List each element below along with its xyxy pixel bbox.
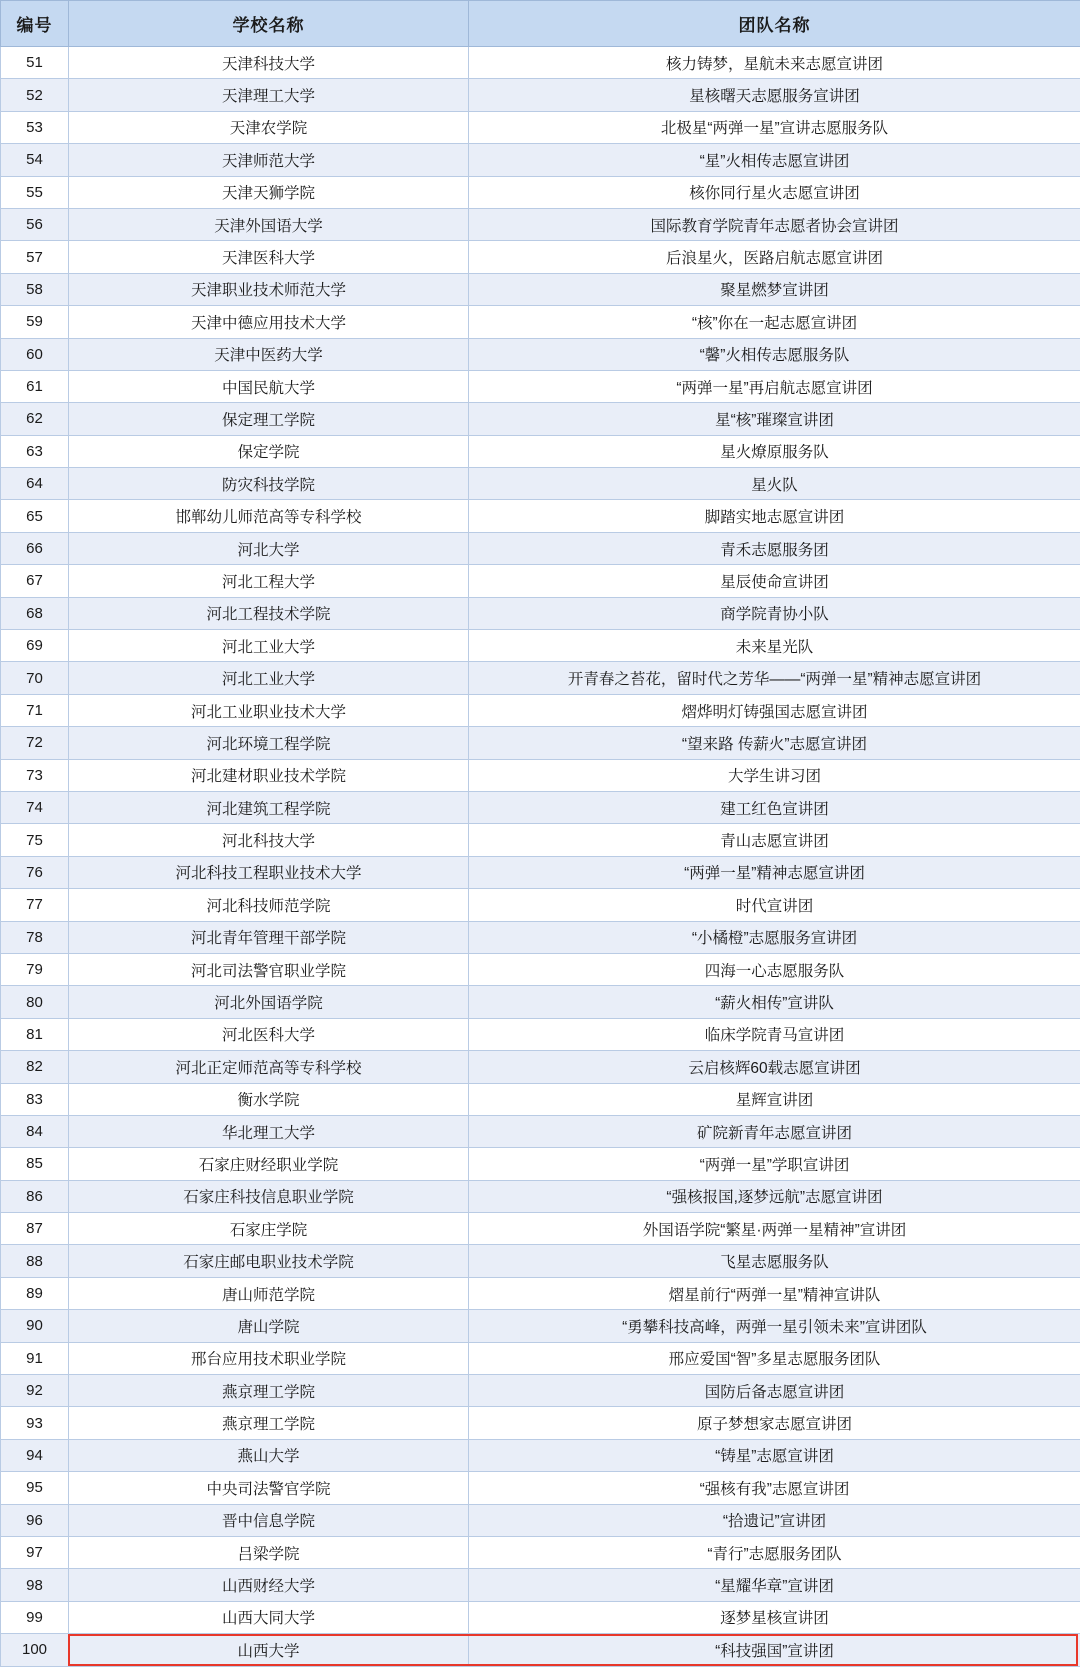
cell-id: 82 bbox=[1, 1051, 69, 1083]
cell-id: 92 bbox=[1, 1375, 69, 1407]
cell-school: 天津理工大学 bbox=[69, 79, 469, 111]
cell-school: 衡水学院 bbox=[69, 1083, 469, 1115]
table-row bbox=[1, 273, 1080, 305]
cell-id: 79 bbox=[1, 953, 69, 985]
cell-school: 河北环境工程学院 bbox=[69, 727, 469, 759]
cell-school: 燕京理工学院 bbox=[69, 1407, 469, 1439]
header-team: 团队名称 bbox=[469, 1, 1080, 47]
cell-id: 91 bbox=[1, 1342, 69, 1374]
table-row bbox=[1, 1115, 1080, 1147]
cell-team: “两弹一星”再启航志愿宣讲团 bbox=[469, 370, 1080, 402]
table-row bbox=[1, 759, 1080, 791]
table-row bbox=[1, 727, 1080, 759]
cell-id: 54 bbox=[1, 144, 69, 176]
cell-school: 华北理工大学 bbox=[69, 1115, 469, 1147]
cell-id: 95 bbox=[1, 1472, 69, 1504]
cell-team: 飞星志愿服务队 bbox=[469, 1245, 1080, 1277]
table-row bbox=[1, 176, 1080, 208]
cell-team: “铸星”志愿宣讲团 bbox=[469, 1439, 1080, 1471]
table-row bbox=[1, 47, 1080, 79]
cell-team: “两弹一星”学职宣讲团 bbox=[469, 1148, 1080, 1180]
table-row bbox=[1, 1310, 1080, 1342]
cell-team: 星“核”璀璨宣讲团 bbox=[469, 403, 1080, 435]
cell-school: 山西财经大学 bbox=[69, 1569, 469, 1601]
cell-id: 78 bbox=[1, 921, 69, 953]
cell-school: 河北科技大学 bbox=[69, 824, 469, 856]
cell-team: 四海一心志愿服务队 bbox=[469, 953, 1080, 985]
table-row bbox=[1, 1569, 1080, 1601]
cell-id: 84 bbox=[1, 1115, 69, 1147]
cell-team: “小橘橙”志愿服务宣讲团 bbox=[469, 921, 1080, 953]
table-row bbox=[1, 791, 1080, 823]
cell-team: “星耀华章”宣讲团 bbox=[469, 1569, 1080, 1601]
cell-id: 74 bbox=[1, 791, 69, 823]
cell-id: 87 bbox=[1, 1213, 69, 1245]
cell-school: 河北科技工程职业技术大学 bbox=[69, 856, 469, 888]
cell-school: 中央司法警官学院 bbox=[69, 1472, 469, 1504]
cell-school: 河北工业职业技术大学 bbox=[69, 694, 469, 726]
header-id: 编号 bbox=[1, 1, 69, 47]
cell-school: 河北医科大学 bbox=[69, 1018, 469, 1050]
cell-team: 核你同行星火志愿宣讲团 bbox=[469, 176, 1080, 208]
cell-id: 63 bbox=[1, 435, 69, 467]
cell-id: 55 bbox=[1, 176, 69, 208]
cell-school: 燕京理工学院 bbox=[69, 1375, 469, 1407]
table-row bbox=[1, 856, 1080, 888]
cell-team: 星火燎原服务队 bbox=[469, 435, 1080, 467]
cell-id: 96 bbox=[1, 1504, 69, 1536]
cell-school: 保定学院 bbox=[69, 435, 469, 467]
table-row bbox=[1, 306, 1080, 338]
cell-team: 青山志愿宣讲团 bbox=[469, 824, 1080, 856]
cell-team: 核力铸梦，星航未来志愿宣讲团 bbox=[469, 47, 1080, 79]
cell-team: “薪火相传”宣讲队 bbox=[469, 986, 1080, 1018]
table-row bbox=[1, 1407, 1080, 1439]
cell-id: 86 bbox=[1, 1180, 69, 1212]
cell-school: 邯郸幼儿师范高等专科学校 bbox=[69, 500, 469, 532]
cell-team: 后浪星火，医路启航志愿宣讲团 bbox=[469, 241, 1080, 273]
table-row bbox=[1, 338, 1080, 370]
cell-school: 天津医科大学 bbox=[69, 241, 469, 273]
table-row bbox=[1, 111, 1080, 143]
cell-team: 星核曙天志愿服务宣讲团 bbox=[469, 79, 1080, 111]
cell-team: 熠星前行“两弹一星”精神宣讲队 bbox=[469, 1277, 1080, 1309]
cell-team: “科技强国”宣讲团 bbox=[469, 1634, 1080, 1666]
table-row bbox=[1, 370, 1080, 402]
cell-school: 天津师范大学 bbox=[69, 144, 469, 176]
cell-team: 时代宣讲团 bbox=[469, 889, 1080, 921]
cell-team: “拾遗记”宣讲团 bbox=[469, 1504, 1080, 1536]
table-row bbox=[1, 1213, 1080, 1245]
cell-id: 94 bbox=[1, 1439, 69, 1471]
cell-team: 建工红色宣讲团 bbox=[469, 791, 1080, 823]
table-row bbox=[1, 79, 1080, 111]
cell-school: 河北工业大学 bbox=[69, 662, 469, 694]
cell-school: 唐山师范学院 bbox=[69, 1277, 469, 1309]
table-row bbox=[1, 824, 1080, 856]
cell-school: 邢台应用技术职业学院 bbox=[69, 1342, 469, 1374]
cell-team: “青行”志愿服务团队 bbox=[469, 1536, 1080, 1568]
cell-id: 52 bbox=[1, 79, 69, 111]
cell-team: 星辰使命宣讲团 bbox=[469, 565, 1080, 597]
cell-school: 石家庄财经职业学院 bbox=[69, 1148, 469, 1180]
cell-id: 59 bbox=[1, 306, 69, 338]
table-row bbox=[1, 435, 1080, 467]
cell-school: 石家庄学院 bbox=[69, 1213, 469, 1245]
cell-team: 外国语学院“繁星·两弹一星精神”宣讲团 bbox=[469, 1213, 1080, 1245]
table-row bbox=[1, 208, 1080, 240]
table-row bbox=[1, 889, 1080, 921]
table-row bbox=[1, 1051, 1080, 1083]
table-row bbox=[1, 532, 1080, 564]
cell-team: 邢应爱国“智”多星志愿服务团队 bbox=[469, 1342, 1080, 1374]
table-row bbox=[1, 468, 1080, 500]
cell-team: “馨”火相传志愿服务队 bbox=[469, 338, 1080, 370]
cell-id: 70 bbox=[1, 662, 69, 694]
cell-team: 国际教育学院青年志愿者协会宣讲团 bbox=[469, 208, 1080, 240]
cell-id: 80 bbox=[1, 986, 69, 1018]
cell-school: 河北大学 bbox=[69, 532, 469, 564]
cell-id: 58 bbox=[1, 273, 69, 305]
cell-school: 石家庄邮电职业技术学院 bbox=[69, 1245, 469, 1277]
table-row bbox=[1, 1148, 1080, 1180]
table-row bbox=[1, 1245, 1080, 1277]
cell-id: 83 bbox=[1, 1083, 69, 1115]
cell-school: 河北司法警官职业学院 bbox=[69, 953, 469, 985]
cell-team: “星”火相传志愿宣讲团 bbox=[469, 144, 1080, 176]
cell-school: 天津外国语大学 bbox=[69, 208, 469, 240]
cell-id: 88 bbox=[1, 1245, 69, 1277]
cell-team: 熠烨明灯铸强国志愿宣讲团 bbox=[469, 694, 1080, 726]
cell-school: 河北工程技术学院 bbox=[69, 597, 469, 629]
table-row bbox=[1, 241, 1080, 273]
table-header bbox=[1, 1, 1080, 47]
table-row bbox=[1, 1375, 1080, 1407]
header-school: 学校名称 bbox=[69, 1, 469, 47]
cell-school: 河北建材职业技术学院 bbox=[69, 759, 469, 791]
cell-school: 天津中医药大学 bbox=[69, 338, 469, 370]
cell-id: 99 bbox=[1, 1601, 69, 1633]
cell-id: 61 bbox=[1, 370, 69, 402]
table-row bbox=[1, 144, 1080, 176]
table-row bbox=[1, 500, 1080, 532]
cell-team: 北极星“两弹一星”宣讲志愿服务队 bbox=[469, 111, 1080, 143]
cell-school: 天津农学院 bbox=[69, 111, 469, 143]
cell-school: 河北工业大学 bbox=[69, 630, 469, 662]
cell-school: 河北青年管理干部学院 bbox=[69, 921, 469, 953]
cell-team: 星火队 bbox=[469, 468, 1080, 500]
cell-school: 保定理工学院 bbox=[69, 403, 469, 435]
cell-id: 93 bbox=[1, 1407, 69, 1439]
cell-id: 89 bbox=[1, 1277, 69, 1309]
cell-id: 76 bbox=[1, 856, 69, 888]
cell-school: 晋中信息学院 bbox=[69, 1504, 469, 1536]
table-body bbox=[1, 47, 1080, 1667]
cell-school: 唐山学院 bbox=[69, 1310, 469, 1342]
cell-id: 69 bbox=[1, 630, 69, 662]
cell-team: 未来星光队 bbox=[469, 630, 1080, 662]
cell-id: 73 bbox=[1, 759, 69, 791]
cell-id: 85 bbox=[1, 1148, 69, 1180]
cell-school: 天津天狮学院 bbox=[69, 176, 469, 208]
table-row bbox=[1, 1504, 1080, 1536]
cell-id: 65 bbox=[1, 500, 69, 532]
table-row-highlighted bbox=[1, 1634, 1080, 1666]
cell-id: 90 bbox=[1, 1310, 69, 1342]
cell-team: 国防后备志愿宣讲团 bbox=[469, 1375, 1080, 1407]
cell-team: 脚踏实地志愿宣讲团 bbox=[469, 500, 1080, 532]
cell-team: “强核有我”志愿宣讲团 bbox=[469, 1472, 1080, 1504]
table-row bbox=[1, 1277, 1080, 1309]
cell-id: 68 bbox=[1, 597, 69, 629]
cell-team: “两弹一星”精神志愿宣讲团 bbox=[469, 856, 1080, 888]
cell-id: 64 bbox=[1, 468, 69, 500]
cell-school: 吕梁学院 bbox=[69, 1536, 469, 1568]
header-row bbox=[1, 1, 1080, 47]
cell-school: 防灾科技学院 bbox=[69, 468, 469, 500]
cell-team: 大学生讲习团 bbox=[469, 759, 1080, 791]
table-row bbox=[1, 565, 1080, 597]
cell-id: 56 bbox=[1, 208, 69, 240]
cell-id: 60 bbox=[1, 338, 69, 370]
table-row bbox=[1, 953, 1080, 985]
cell-id: 67 bbox=[1, 565, 69, 597]
cell-team: 矿院新青年志愿宣讲团 bbox=[469, 1115, 1080, 1147]
table-row bbox=[1, 1439, 1080, 1471]
table-row bbox=[1, 1018, 1080, 1050]
table-row bbox=[1, 694, 1080, 726]
table-row bbox=[1, 921, 1080, 953]
cell-id: 100 bbox=[1, 1634, 69, 1666]
cell-school: 石家庄科技信息职业学院 bbox=[69, 1180, 469, 1212]
cell-id: 97 bbox=[1, 1536, 69, 1568]
cell-id: 72 bbox=[1, 727, 69, 759]
cell-team: 商学院青协小队 bbox=[469, 597, 1080, 629]
table-row bbox=[1, 1180, 1080, 1212]
cell-team: 聚星燃梦宣讲团 bbox=[469, 273, 1080, 305]
cell-school: 河北工程大学 bbox=[69, 565, 469, 597]
table-row bbox=[1, 597, 1080, 629]
cell-id: 51 bbox=[1, 47, 69, 79]
table-row bbox=[1, 1083, 1080, 1115]
cell-id: 57 bbox=[1, 241, 69, 273]
cell-school: 山西大同大学 bbox=[69, 1601, 469, 1633]
cell-school: 河北科技师范学院 bbox=[69, 889, 469, 921]
cell-team: “望来路 传薪火”志愿宣讲团 bbox=[469, 727, 1080, 759]
cell-team: 开青春之苔花，留时代之芳华——“两弹一星”精神志愿宣讲团 bbox=[469, 662, 1080, 694]
cell-school: 天津中德应用技术大学 bbox=[69, 306, 469, 338]
cell-id: 71 bbox=[1, 694, 69, 726]
table-row bbox=[1, 630, 1080, 662]
table-row bbox=[1, 1342, 1080, 1374]
cell-id: 77 bbox=[1, 889, 69, 921]
cell-id: 53 bbox=[1, 111, 69, 143]
cell-school: 河北正定师范高等专科学校 bbox=[69, 1051, 469, 1083]
cell-id: 62 bbox=[1, 403, 69, 435]
cell-team: “强核报国,逐梦远航”志愿宣讲团 bbox=[469, 1180, 1080, 1212]
cell-id: 66 bbox=[1, 532, 69, 564]
cell-team: 逐梦星核宣讲团 bbox=[469, 1601, 1080, 1633]
cell-school: 河北建筑工程学院 bbox=[69, 791, 469, 823]
table-row bbox=[1, 403, 1080, 435]
cell-school: 河北外国语学院 bbox=[69, 986, 469, 1018]
cell-school: 天津科技大学 bbox=[69, 47, 469, 79]
table-row bbox=[1, 1536, 1080, 1568]
cell-team: “勇攀科技高峰，两弹一星引领未来”宣讲团队 bbox=[469, 1310, 1080, 1342]
table-row bbox=[1, 1472, 1080, 1504]
cell-id: 98 bbox=[1, 1569, 69, 1601]
table-row bbox=[1, 1601, 1080, 1633]
cell-id: 75 bbox=[1, 824, 69, 856]
cell-school: 燕山大学 bbox=[69, 1439, 469, 1471]
cell-school: 山西大学 bbox=[69, 1634, 469, 1666]
cell-team: 青禾志愿服务团 bbox=[469, 532, 1080, 564]
table-row bbox=[1, 662, 1080, 694]
cell-school: 天津职业技术师范大学 bbox=[69, 273, 469, 305]
cell-team: 云启核辉60载志愿宣讲团 bbox=[469, 1051, 1080, 1083]
cell-team: 星辉宣讲团 bbox=[469, 1083, 1080, 1115]
cell-team: 临床学院青马宣讲团 bbox=[469, 1018, 1080, 1050]
cell-id: 81 bbox=[1, 1018, 69, 1050]
cell-team: 原子梦想家志愿宣讲团 bbox=[469, 1407, 1080, 1439]
cell-team: “核”你在一起志愿宣讲团 bbox=[469, 306, 1080, 338]
table-row bbox=[1, 986, 1080, 1018]
cell-school: 中国民航大学 bbox=[69, 370, 469, 402]
